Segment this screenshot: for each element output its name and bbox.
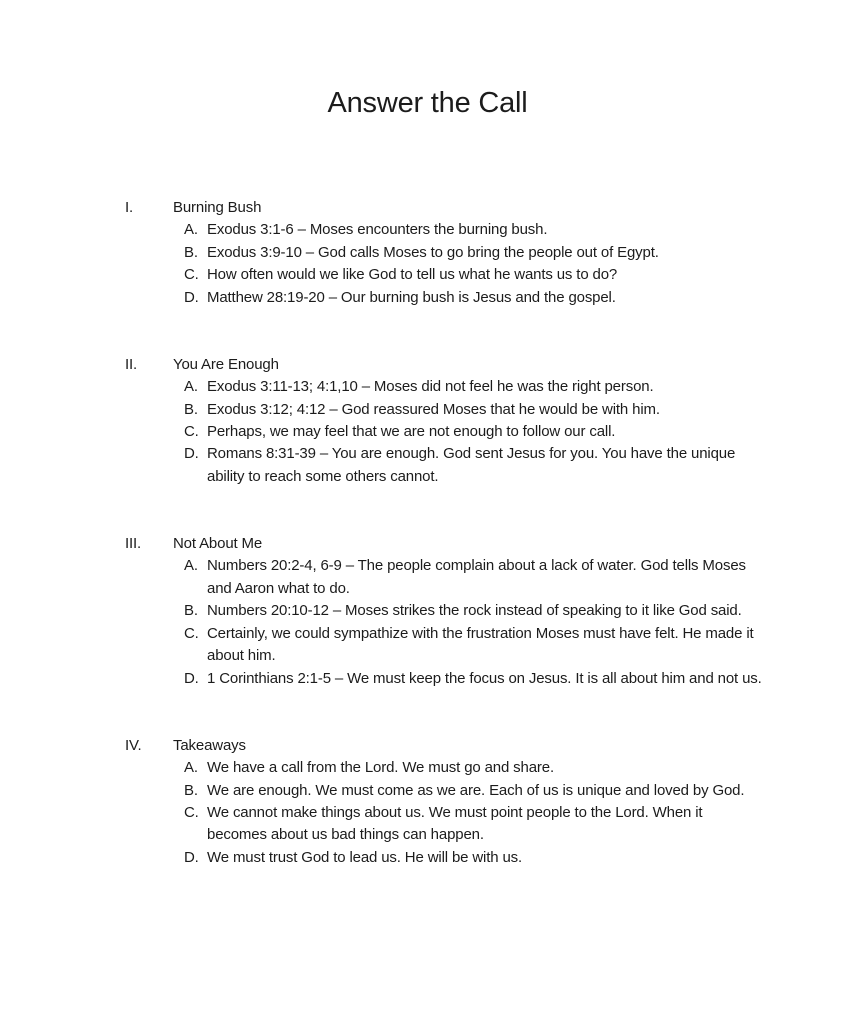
item-text: We cannot make things about us. We must point people to the Lord. When it becomes about us bad things can happen. [207, 803, 703, 844]
item-letter: D. [184, 669, 199, 687]
outline-item [184, 219, 765, 241]
item-letter: A. [184, 221, 198, 239]
item-text: Exodus 3:11-13; 4:1,10 – Moses did not feel he was the right person. [207, 378, 654, 396]
item-text: Exodus 3:12; 4:12 – God reassured Moses that he would be with him. [207, 400, 660, 418]
section-heading: You Are Enough [173, 355, 279, 373]
section-heading: Not About Me [173, 535, 263, 553]
outline-item [184, 242, 765, 264]
section-numeral: II. [125, 355, 138, 373]
section-heading: Takeaways [173, 736, 246, 754]
outline-item [184, 668, 765, 690]
item-letter: C. [184, 423, 199, 441]
item-text: Exodus 3:1-6 – Moses encounters the burning bush. [207, 221, 548, 239]
item-text: We must trust God to lead us. He will be with us. [207, 848, 523, 866]
outline-item [184, 802, 765, 847]
outline-item [184, 287, 765, 309]
item-letter: A. [184, 378, 198, 396]
outline-section-not-about-me [125, 533, 765, 690]
document-title: Answer the Call [327, 87, 528, 119]
item-letter: D. [184, 848, 199, 866]
outline-item [184, 555, 765, 600]
item-text: We have a call from the Lord. We must go and share. [207, 759, 554, 777]
item-text: Matthew 28:19-20 – Our burning bush is Jesus and the gospel. [207, 288, 616, 306]
outline-section-you-are-enough [125, 354, 765, 488]
item-text: How often would we like God to tell us what he wants us to do? [207, 266, 618, 284]
item-letter: B. [184, 243, 198, 261]
outline [0, 122, 855, 869]
outline-item [184, 623, 765, 668]
section-heading-row [125, 533, 765, 555]
item-text: Romans 8:31-39 – You are enough. God sent Jesus for you. You have the unique ability to reach some others cannot. [207, 445, 736, 485]
outline-item [184, 264, 765, 286]
outline-item [184, 443, 765, 488]
outline-item [184, 847, 765, 869]
section-heading: Burning Bush [173, 199, 262, 216]
item-letter: C. [184, 803, 199, 821]
item-letter: A. [184, 759, 198, 777]
item-text: Numbers 20:10-12 – Moses strikes the rock instead of speaking to it like God said. [207, 602, 742, 620]
item-text: Certainly, we could sympathize with the frustration Moses must have felt. He made it about him. [207, 624, 754, 665]
item-text: 1 Corinthians 2:1-5 – We must keep the focus on Jesus. It is all about him and not us. [207, 669, 762, 687]
item-letter: D. [184, 445, 199, 463]
section-heading-row [125, 354, 765, 376]
section-numeral: III. [125, 535, 142, 553]
item-letter: D. [184, 288, 199, 306]
outline-item [184, 399, 765, 421]
item-letter: B. [184, 400, 198, 418]
item-letter: C. [184, 624, 199, 642]
outline-item [184, 376, 765, 398]
section-heading-row [125, 735, 765, 757]
outline-item [184, 600, 765, 622]
item-text: Numbers 20:2-4, 6-9 – The people complain about a lack of water. God tells Moses and Aaron what to do. [207, 557, 746, 597]
item-letter: B. [184, 602, 198, 620]
outline-item [184, 757, 765, 779]
outline-item [184, 421, 765, 443]
item-text: Perhaps, we may feel that we are not enough to follow our call. [207, 423, 616, 441]
item-letter: B. [184, 781, 198, 799]
outline-item [184, 780, 765, 802]
item-text: Exodus 3:9-10 – God calls Moses to go bring the people out of Egypt. [207, 243, 659, 261]
section-heading-row [125, 197, 765, 219]
outline-section-burning-bush [125, 197, 765, 309]
section-numeral: IV. [125, 736, 142, 754]
item-letter: C. [184, 266, 199, 284]
outline-section-takeaways [125, 735, 765, 869]
item-text: We are enough. We must come as we are. Each of us is unique and loved by God. [207, 781, 745, 799]
item-letter: A. [184, 557, 198, 575]
section-numeral: I. [125, 199, 134, 216]
